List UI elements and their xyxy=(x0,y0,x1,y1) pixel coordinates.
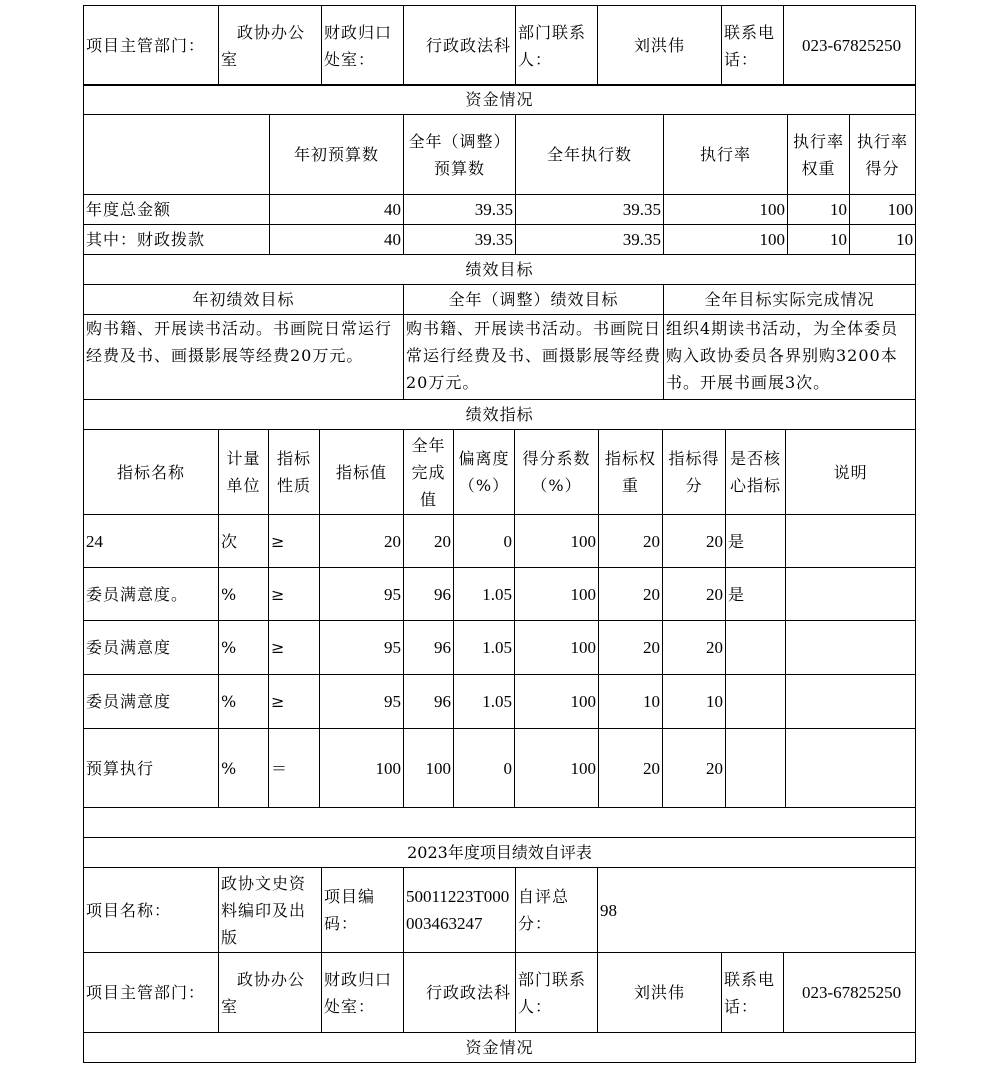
ind-header-name: 指标名称 xyxy=(84,430,219,515)
indicators-section-title: 绩效指标 xyxy=(84,400,916,430)
ind-coef: 100 xyxy=(515,729,599,808)
funds-cell: 100 xyxy=(664,225,788,255)
goals-table xyxy=(83,254,916,400)
funds-section-title: 资金情况 xyxy=(84,85,916,115)
ind-note xyxy=(786,675,916,729)
ind-header-core: 是否核心指标 xyxy=(726,430,786,515)
funds-row-total xyxy=(84,195,916,225)
ind-nature: ≥ xyxy=(269,675,320,729)
funds-cell: 10 xyxy=(788,225,850,255)
phone-label: 联系电话： xyxy=(722,6,784,86)
second-funds-title: 资金情况 xyxy=(84,1033,916,1063)
contact-label: 部门联系人： xyxy=(516,6,598,86)
spacer-row xyxy=(84,808,916,838)
ind-core xyxy=(726,675,786,729)
phone-value: 023-67825250 xyxy=(784,6,916,86)
ind-core: 是 xyxy=(726,568,786,621)
ind-target: 95 xyxy=(320,621,404,675)
funds-row-fiscal xyxy=(84,225,916,255)
table-row xyxy=(84,729,916,808)
ind-weight: 20 xyxy=(599,568,663,621)
funds-cell: 10 xyxy=(850,225,916,255)
ind-coef: 100 xyxy=(515,675,599,729)
funds-header-initial: 年初预算数 xyxy=(270,115,404,195)
goals-header-actual: 全年目标实际完成情况 xyxy=(664,285,916,315)
ind-coef: 100 xyxy=(515,568,599,621)
ind-actual: 96 xyxy=(404,621,454,675)
finance-value: 行政政法科 xyxy=(404,953,516,1033)
funds-header-executed: 全年执行数 xyxy=(516,115,664,195)
ind-name: 委员满意度 xyxy=(84,621,219,675)
ind-score: 20 xyxy=(663,515,726,568)
ind-header-coef: 得分系数（%） xyxy=(515,430,599,515)
dept-value: 政协办公室 xyxy=(219,6,322,86)
funds-header-score: 执行率得分 xyxy=(850,115,916,195)
funds-table xyxy=(83,84,916,255)
ind-nature: ＝ xyxy=(269,729,320,808)
ind-target: 20 xyxy=(320,515,404,568)
goals-header-initial: 年初绩效目标 xyxy=(84,285,404,315)
table-row xyxy=(84,621,916,675)
ind-unit: % xyxy=(219,729,269,808)
ind-unit: 次 xyxy=(219,515,269,568)
ind-header-score: 指标得分 xyxy=(663,430,726,515)
self-score-value: 98 xyxy=(598,868,916,953)
ind-target: 100 xyxy=(320,729,404,808)
ind-note xyxy=(786,729,916,808)
goals-actual-text: 组织4期读书活动，为全体委员购入政协委员各界别购3200本书。开展书画展3次。 xyxy=(664,315,916,400)
contact-label: 部门联系人： xyxy=(516,953,598,1033)
top-info-table xyxy=(83,5,916,86)
project-code-value: 50011223T000003463247 xyxy=(404,868,516,953)
contact-value: 刘洪伟 xyxy=(598,6,722,86)
ind-deviation: 0 xyxy=(454,729,515,808)
ind-core xyxy=(726,621,786,675)
ind-name: 24 xyxy=(84,515,219,568)
finance-label: 财政归口处室： xyxy=(322,6,404,86)
dept-value: 政协办公室 xyxy=(219,953,322,1033)
goals-header-adjusted: 全年（调整）绩效目标 xyxy=(404,285,664,315)
funds-cell: 39.35 xyxy=(404,195,516,225)
ind-nature: ≥ xyxy=(269,568,320,621)
ind-unit: % xyxy=(219,675,269,729)
ind-weight: 20 xyxy=(599,729,663,808)
funds-header-blank xyxy=(84,115,270,195)
phone-value: 023-67825250 xyxy=(784,953,916,1033)
funds-row-label: 其中：财政拨款 xyxy=(84,225,270,255)
dept-label: 项目主管部门： xyxy=(84,6,219,86)
ind-deviation: 1.05 xyxy=(454,621,515,675)
dept-label: 项目主管部门： xyxy=(84,953,219,1033)
goals-section-title: 绩效目标 xyxy=(84,255,916,285)
ind-score: 10 xyxy=(663,675,726,729)
funds-cell: 39.35 xyxy=(404,225,516,255)
project-name-label: 项目名称： xyxy=(84,868,219,953)
funds-header-weight: 执行率权重 xyxy=(788,115,850,195)
ind-deviation: 0 xyxy=(454,515,515,568)
ind-note xyxy=(786,568,916,621)
ind-core xyxy=(726,729,786,808)
ind-header-note: 说明 xyxy=(786,430,916,515)
funds-cell: 100 xyxy=(664,195,788,225)
ind-name: 预算执行 xyxy=(84,729,219,808)
funds-cell: 40 xyxy=(270,195,404,225)
project-name-value: 政协文史资料编印及出版 xyxy=(219,868,322,953)
ind-header-weight: 指标权重 xyxy=(599,430,663,515)
funds-row-label: 年度总金额 xyxy=(84,195,270,225)
ind-note xyxy=(786,621,916,675)
ind-nature: ≥ xyxy=(269,515,320,568)
funds-cell: 39.35 xyxy=(516,225,664,255)
table-row xyxy=(84,675,916,729)
ind-nature: ≥ xyxy=(269,621,320,675)
ind-weight: 10 xyxy=(599,675,663,729)
funds-cell: 39.35 xyxy=(516,195,664,225)
ind-header-unit: 计量单位 xyxy=(219,430,269,515)
ind-coef: 100 xyxy=(515,515,599,568)
ind-header-actual: 全年完成值 xyxy=(404,430,454,515)
project-code-label: 项目编码： xyxy=(322,868,404,953)
ind-coef: 100 xyxy=(515,621,599,675)
table-row xyxy=(84,568,916,621)
ind-header-nature: 指标性质 xyxy=(269,430,320,515)
ind-score: 20 xyxy=(663,568,726,621)
ind-target: 95 xyxy=(320,675,404,729)
ind-weight: 20 xyxy=(599,621,663,675)
ind-note xyxy=(786,515,916,568)
second-form-table xyxy=(83,807,916,1063)
ind-actual: 96 xyxy=(404,675,454,729)
ind-deviation: 1.05 xyxy=(454,675,515,729)
ind-name: 委员满意度 xyxy=(84,675,219,729)
ind-unit: % xyxy=(219,568,269,621)
second-form-title: 2023年度项目绩效自评表 xyxy=(84,838,916,868)
ind-header-deviation: 偏离度（%） xyxy=(454,430,515,515)
ind-core: 是 xyxy=(726,515,786,568)
contact-value: 刘洪伟 xyxy=(598,953,722,1033)
goals-initial-text: 购书籍、开展读书活动。书画院日常运行经费及书、画摄影展等经费20万元。 xyxy=(84,315,404,400)
goals-adjusted-text: 购书籍、开展读书活动。书画院日常运行经费及书、画摄影展等经费20万元。 xyxy=(404,315,664,400)
self-score-label: 自评总分： xyxy=(516,868,598,953)
funds-header-rate: 执行率 xyxy=(664,115,788,195)
ind-unit: % xyxy=(219,621,269,675)
funds-header-adjusted: 全年（调整）预算数 xyxy=(404,115,516,195)
funds-cell: 100 xyxy=(850,195,916,225)
indicators-table xyxy=(83,399,916,808)
ind-name: 委员满意度。 xyxy=(84,568,219,621)
ind-deviation: 1.05 xyxy=(454,568,515,621)
ind-score: 20 xyxy=(663,729,726,808)
finance-value: 行政政法科 xyxy=(404,6,516,86)
ind-actual: 100 xyxy=(404,729,454,808)
ind-header-target: 指标值 xyxy=(320,430,404,515)
ind-target: 95 xyxy=(320,568,404,621)
funds-cell: 40 xyxy=(270,225,404,255)
finance-label: 财政归口处室： xyxy=(322,953,404,1033)
funds-cell: 10 xyxy=(788,195,850,225)
ind-actual: 96 xyxy=(404,568,454,621)
ind-score: 20 xyxy=(663,621,726,675)
phone-label: 联系电话： xyxy=(722,953,784,1033)
table-row xyxy=(84,515,916,568)
ind-weight: 20 xyxy=(599,515,663,568)
ind-actual: 20 xyxy=(404,515,454,568)
